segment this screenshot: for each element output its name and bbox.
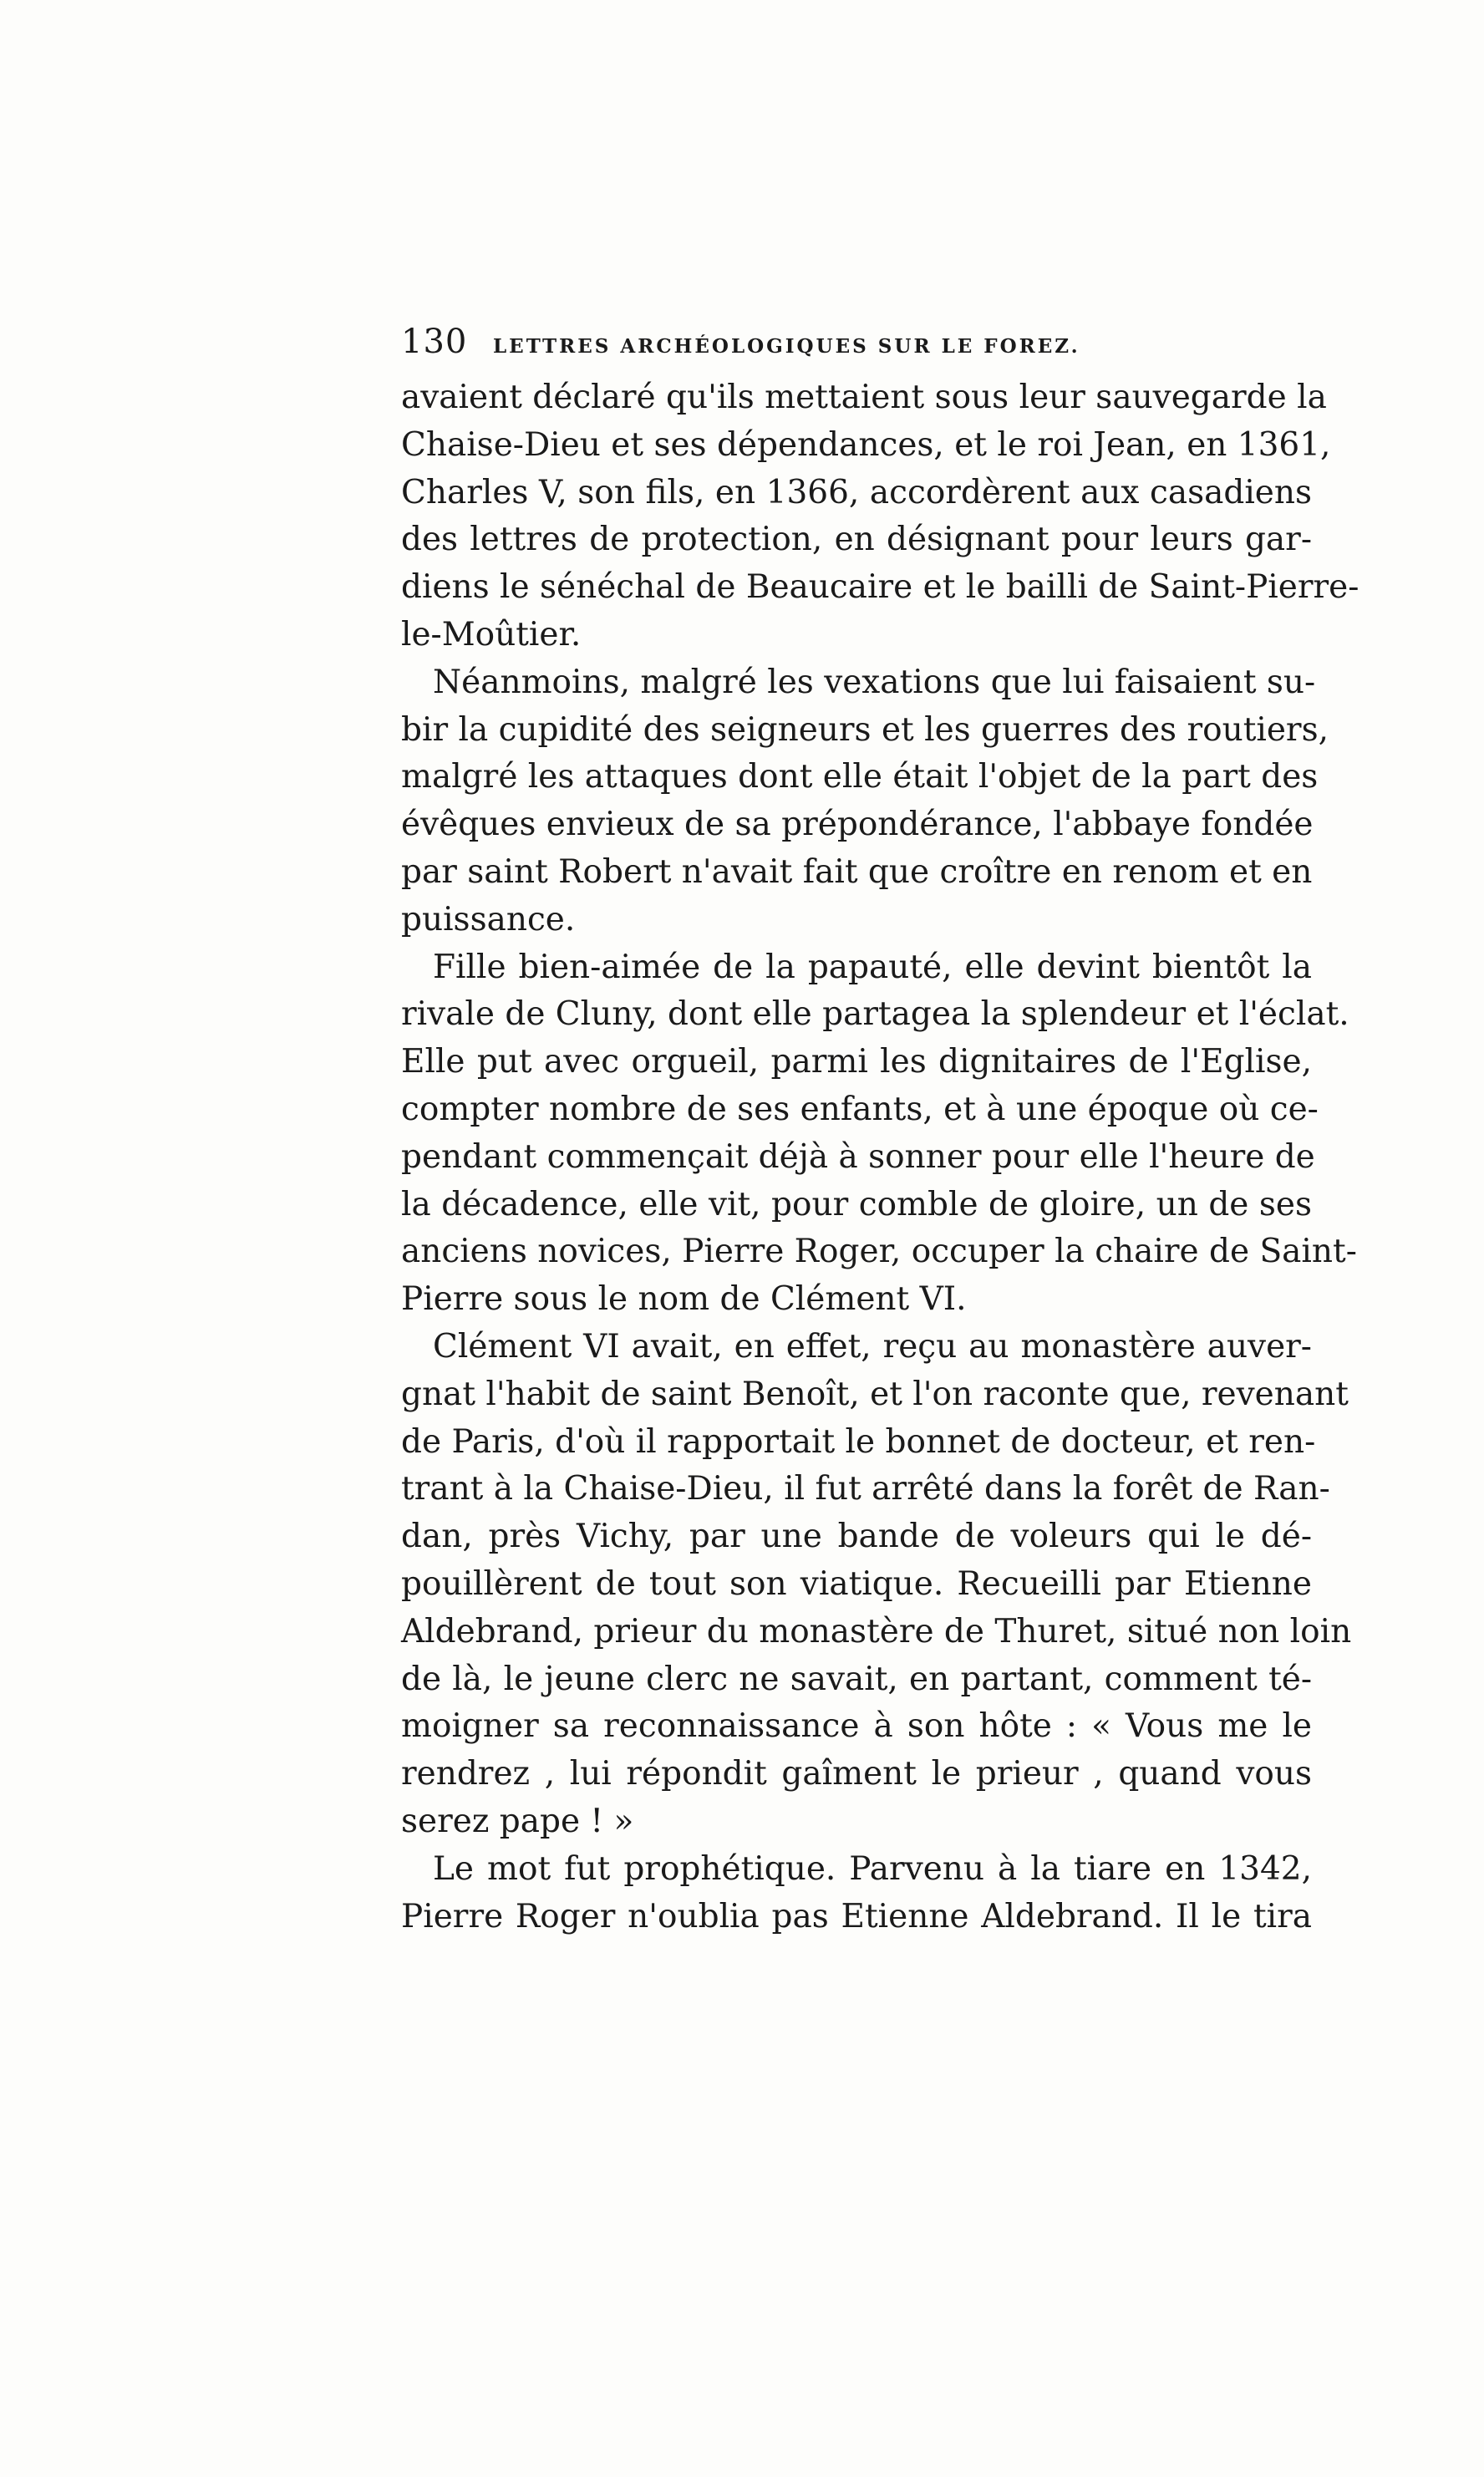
text-line: de Paris, d'où il rapportait le bonnet de docteur, et ren- xyxy=(401,1422,1316,1461)
running-title: LETTRES ARCHÉOLOGIQUES SUR LE FOREZ. xyxy=(493,335,1080,358)
text-line: trant à la Chaise-Dieu, il fut arrêté dans la forêt de Ran- xyxy=(401,1470,1330,1508)
text-line: compter nombre de ses enfants, et à une époque où ce- xyxy=(401,1090,1319,1128)
paragraph-start-line: Néanmoins, malgré les vexations que lui faisaient su- xyxy=(433,663,1316,701)
text-line: serez pape ! » xyxy=(401,1802,634,1840)
text-line: la décadence, elle vit, pour comble de gloire, un de ses xyxy=(401,1185,1312,1223)
text-line: gnat l'habit de saint Benoît, et l'on raconte que, revenant xyxy=(401,1375,1349,1413)
paragraph-start-line: Clément VI avait, en effet, reçu au monastère auver- xyxy=(433,1327,1312,1366)
text-line: malgré les attaques dont elle était l'objet de la part des xyxy=(401,758,1319,796)
text-line: le-Moûtier. xyxy=(401,615,582,654)
text-line: Pierre Roger n'oublia pas Etienne Aldebrand. Il le tira xyxy=(401,1897,1312,1935)
text-line: diens le sénéchal de Beaucaire et le bailli de Saint-Pierre- xyxy=(401,568,1359,607)
text-line: anciens novices, Pierre Roger, occuper la chaire de Saint- xyxy=(401,1233,1357,1271)
text-line: rendrez , lui répondit gaîment le prieur , quand vous xyxy=(401,1755,1312,1793)
book-page xyxy=(401,323,1359,1940)
text-line: pendant commençait déjà à sonner pour elle l'heure de xyxy=(401,1137,1315,1176)
text-line: Chaise-Dieu et ses dépendances, et le roi Jean, en 1361, xyxy=(401,425,1331,464)
text-line: Aldebrand, prieur du monastère de Thuret, situé non loin xyxy=(401,1612,1352,1650)
text-line: bir la cupidité des seigneurs et les guerres des routiers, xyxy=(401,710,1329,749)
text-line: moigner sa reconnaissance à son hôte : « Vous me le xyxy=(401,1707,1312,1746)
text-line: Pierre sous le nom de Clément VI. xyxy=(401,1280,967,1319)
text-line: Elle put avec orgueil, parmi les dignitaires de l'Eglise, xyxy=(401,1043,1312,1081)
text-line: rivale de Cluny, dont elle partagea la splendeur et l'éclat. xyxy=(401,995,1349,1034)
text-line: des lettres de protection, en désignant pour leurs gar- xyxy=(401,521,1312,559)
text-line: avaient déclaré qu'ils mettaient sous leur sauvegarde la xyxy=(401,379,1327,416)
running-head xyxy=(401,323,1312,369)
text-line: Charles V, son fils, en 1366, accordèrent aux casadiens xyxy=(401,473,1312,511)
text-line: pouillèrent de tout son viatique. Recueilli par Etienne xyxy=(401,1564,1312,1603)
text-line: dan, près Vichy, par une bande de voleurs qui le dé- xyxy=(401,1518,1312,1556)
text-line: par saint Robert n'avait fait que croître en renom et en xyxy=(401,852,1313,891)
paragraph-start-line: Le mot fut prophétique. Parvenu à la tiare en 1342, xyxy=(433,1849,1312,1888)
text-line: de là, le jeune clerc ne savait, en partant, comment té- xyxy=(401,1660,1312,1698)
text-line: évêques envieux de sa prépondérance, l'abbaye fondée xyxy=(401,806,1314,844)
body-text xyxy=(401,374,1359,1940)
paragraph-start-line: Fille bien-aimée de la papauté, elle devint bientôt la xyxy=(433,948,1312,986)
page-number: 130 xyxy=(401,323,468,361)
text-line: puissance. xyxy=(401,900,576,938)
